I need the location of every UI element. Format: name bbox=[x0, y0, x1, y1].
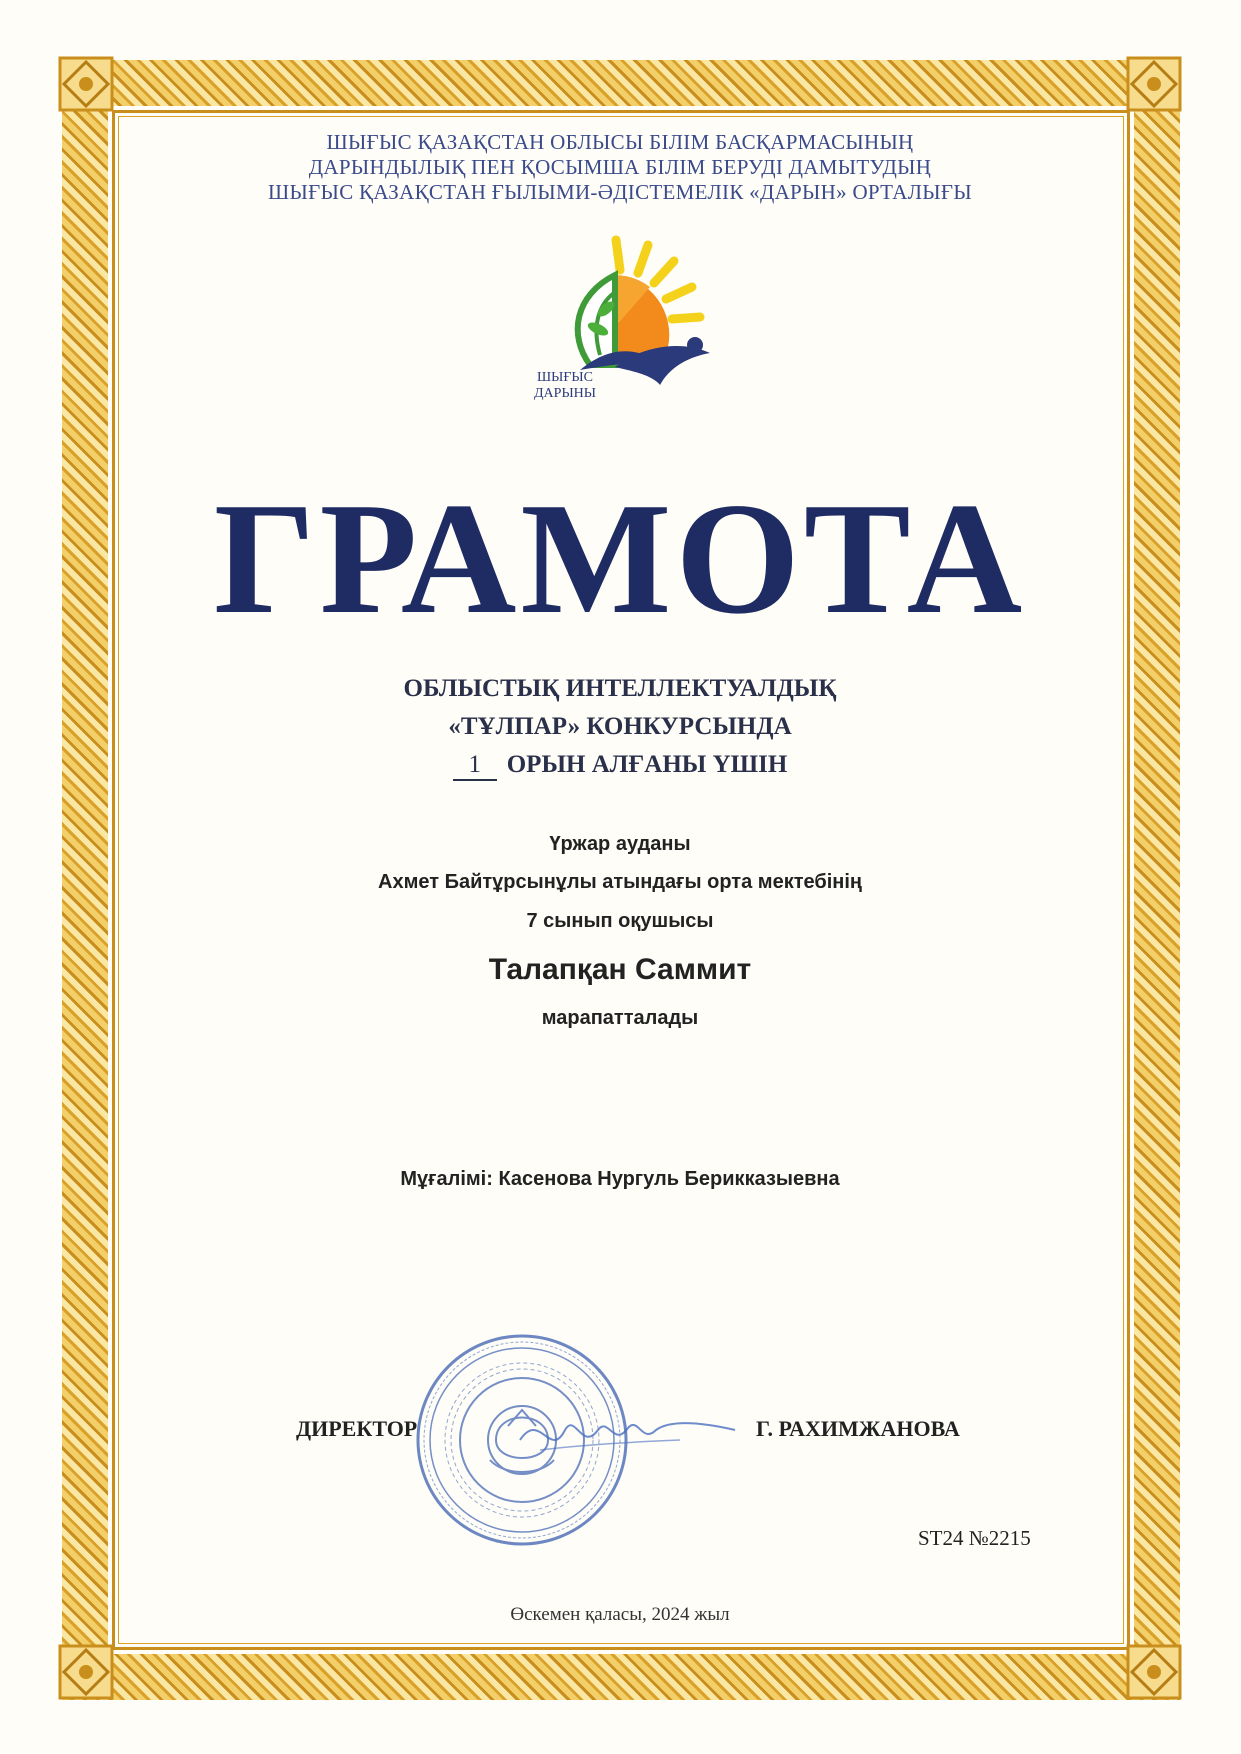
corner-ornament-icon bbox=[1126, 1644, 1182, 1700]
signature-icon bbox=[510, 1400, 740, 1470]
grade-line: 7 сынып оқушысы bbox=[526, 910, 714, 932]
city-year: Өскемен қаласы, 2024 жыл bbox=[510, 1604, 730, 1625]
director-name: Г. РАХИМЖАНОВА bbox=[756, 1416, 960, 1441]
certificate-title: ГРАМОТА bbox=[213, 469, 1027, 647]
logo-caption bbox=[530, 370, 600, 402]
award-line-3 bbox=[200, 751, 1040, 781]
award-line-3-text: ОРЫН АЛҒАНЫ ҮШІН bbox=[506, 751, 788, 778]
corner-ornament-icon bbox=[58, 56, 114, 112]
organization-line-1: ШЫҒЫС ҚАЗАҚСТАН ОБЛЫСЫ БІЛІМ БАСҚАРМАСЫНЫҢ bbox=[326, 130, 914, 154]
school-line: Ахмет Байтұрсынұлы атындағы орта мектебінің bbox=[378, 871, 862, 893]
director-label: ДИРЕКТОР bbox=[296, 1416, 418, 1441]
award-line-1: ОБЛЫСТЫҚ ИНТЕЛЛЕКТУАЛДЫҚ bbox=[403, 675, 837, 702]
logo-caption-line-2: ДАРЫНЫ bbox=[534, 386, 596, 401]
awarded-line: марапатталады bbox=[541, 1007, 699, 1029]
corner-ornament-icon bbox=[58, 1644, 114, 1700]
district-line: Үржар ауданы bbox=[549, 833, 691, 855]
place-number: 1 bbox=[453, 751, 497, 781]
recipient-name: Талапқан Саммит bbox=[488, 953, 752, 986]
logo-caption-line-1: ШЫҒЫС bbox=[537, 370, 593, 385]
serial-number: ST24 №2215 bbox=[918, 1526, 1031, 1550]
organization-line-2: ДАРЫНДЫЛЫҚ ПЕН ҚОСЫМША БІЛІМ БЕРУДІ ДАМЫТУДЫҢ bbox=[308, 155, 932, 179]
corner-ornament-icon bbox=[1126, 56, 1182, 112]
organization-line-3: ШЫҒЫС ҚАЗАҚСТАН ҒЫЛЫМИ-ӘДІСТЕМЕЛІК «ДАРЫН» ОРТАЛЫҒЫ bbox=[268, 180, 972, 204]
award-line-2: «ТҰЛПАР» КОНКУРСЫНДА bbox=[448, 713, 792, 740]
teacher-line: Мұғалімі: Касенова Нургуль Берикказыевна bbox=[400, 1168, 840, 1190]
